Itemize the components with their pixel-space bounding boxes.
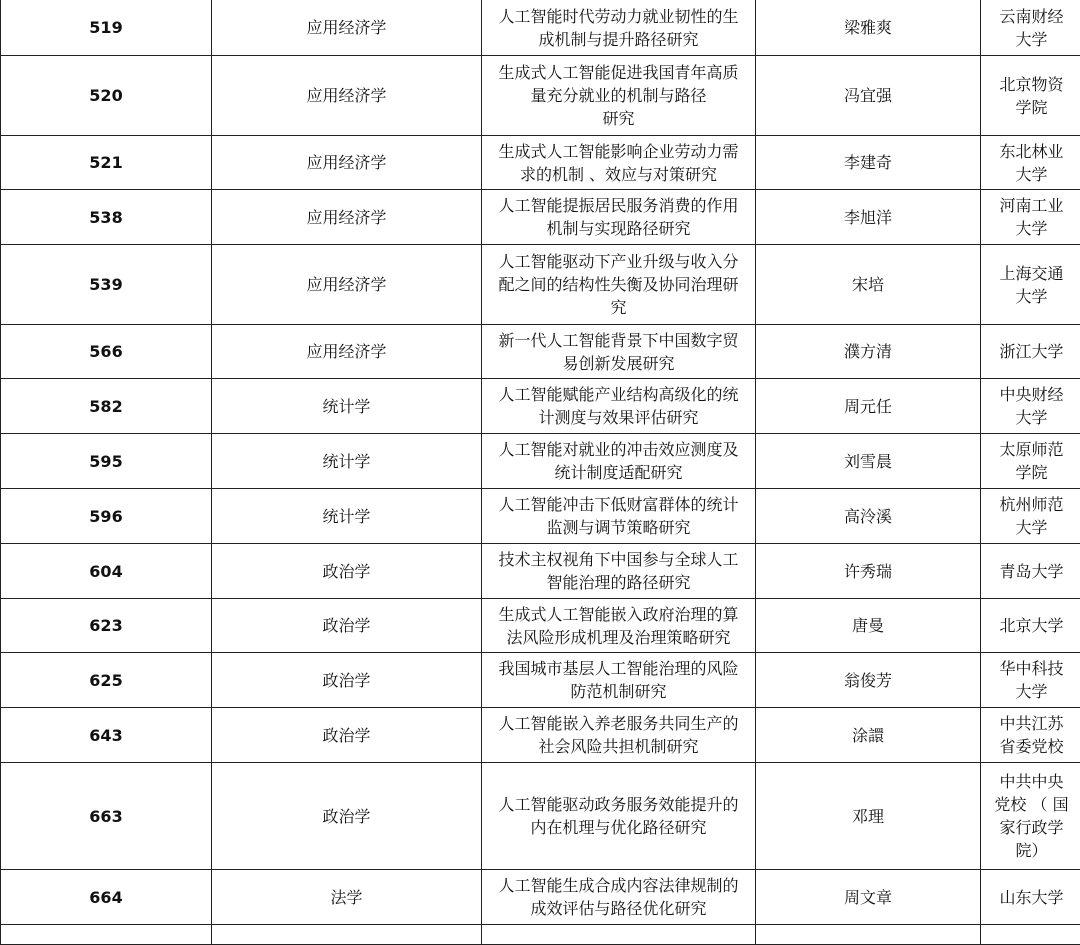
principal-investigator: 宋培 (756, 245, 981, 325)
institution-cell-line: 大学 (987, 406, 1076, 429)
project-number: 595 (1, 434, 212, 489)
project-title (482, 434, 756, 489)
project-title-line: 人工智能生成合成内容法律规制的 (484, 874, 753, 897)
project-title-line: 我国城市基层人工智能治理的风险 (484, 657, 753, 680)
project-title-line: 易创新发展研究 (484, 352, 753, 375)
project-title-line: 机制与实现路径研究 (484, 217, 753, 240)
project-title-line: 生成式人工智能嵌入政府治理的算 (484, 603, 753, 626)
project-title-line: 成机制与提升路径研究 (484, 28, 753, 51)
project-title-line: 人工智能赋能产业结构高级化的统 (484, 383, 753, 406)
institution-cell (981, 190, 1080, 245)
project-title (482, 544, 756, 599)
institution-cell-line: 河南工业 (987, 194, 1076, 217)
discipline-cell: 政治学 (212, 653, 482, 708)
institution-cell-line: 学院 (987, 461, 1076, 484)
institution-cell-line: 学院 (987, 96, 1076, 119)
institution-cell (981, 0, 1080, 56)
discipline-cell: 应用经济学 (212, 190, 482, 245)
table-row (1, 870, 1080, 925)
project-number: 623 (1, 599, 212, 653)
table-row (1, 0, 1080, 56)
discipline-cell: 应用经济学 (212, 0, 482, 56)
project-title-line: 法风险形成机理及治理策略研究 (484, 626, 753, 649)
principal-investigator: 唐曼 (756, 599, 981, 653)
institution-cell (981, 925, 1080, 945)
table-row (1, 136, 1080, 190)
project-title-line: 防范机制研究 (484, 680, 753, 703)
table-row (1, 653, 1080, 708)
project-title (482, 870, 756, 925)
institution-cell (981, 653, 1080, 708)
discipline-cell: 统计学 (212, 434, 482, 489)
discipline-cell: 应用经济学 (212, 325, 482, 379)
institution-cell (981, 489, 1080, 544)
table-row (1, 763, 1080, 870)
project-number: 663 (1, 763, 212, 870)
institution-cell-line: 山东大学 (987, 886, 1076, 909)
institution-cell-line: 大学 (987, 28, 1076, 51)
project-title-line: 量充分就业的机制与路径 (484, 84, 753, 107)
project-number: 596 (1, 489, 212, 544)
discipline-cell: 应用经济学 (212, 245, 482, 325)
table-row (1, 379, 1080, 434)
discipline-cell (212, 925, 482, 945)
project-title-line: 人工智能时代劳动力就业韧性的生 (484, 5, 753, 28)
project-number: 539 (1, 245, 212, 325)
institution-cell-line: 院） (987, 839, 1076, 862)
project-title (482, 136, 756, 190)
institution-cell-line: 大学 (987, 163, 1076, 186)
project-title (482, 245, 756, 325)
discipline-cell: 政治学 (212, 599, 482, 653)
table-row (1, 245, 1080, 325)
project-title (482, 708, 756, 763)
discipline-cell: 政治学 (212, 763, 482, 870)
project-title-line: 监测与调节策略研究 (484, 516, 753, 539)
table-row (1, 925, 1080, 945)
project-title (482, 379, 756, 434)
project-number: 566 (1, 325, 212, 379)
institution-cell-line: 东北林业 (987, 140, 1076, 163)
principal-investigator: 刘雪晨 (756, 434, 981, 489)
institution-cell-line: 大学 (987, 285, 1076, 308)
project-title-line: 人工智能嵌入养老服务共同生产的 (484, 712, 753, 735)
institution-cell (981, 763, 1080, 870)
table-row (1, 708, 1080, 763)
project-title-line: 人工智能冲击下低财富群体的统计 (484, 493, 753, 516)
discipline-cell: 应用经济学 (212, 136, 482, 190)
institution-cell-line: 党校 （ 国 (987, 793, 1076, 816)
institution-cell-line: 中共江苏 (987, 712, 1076, 735)
institution-cell-line: 华中科技 (987, 657, 1076, 680)
project-title-line: 究 (484, 296, 753, 319)
institution-cell (981, 379, 1080, 434)
table-row (1, 190, 1080, 245)
discipline-cell: 政治学 (212, 708, 482, 763)
institution-cell (981, 56, 1080, 136)
discipline-cell: 统计学 (212, 379, 482, 434)
principal-investigator: 梁雅爽 (756, 0, 981, 56)
project-title-line: 内在机理与优化路径研究 (484, 816, 753, 839)
project-title (482, 325, 756, 379)
project-title-line: 生成式人工智能促进我国青年高质 (484, 61, 753, 84)
project-title (482, 489, 756, 544)
institution-cell-line: 杭州师范 (987, 493, 1076, 516)
project-title (482, 925, 756, 945)
project-number: 521 (1, 136, 212, 190)
project-title-line: 人工智能驱动政务服务效能提升的 (484, 793, 753, 816)
project-title-line: 计测度与效果评估研究 (484, 406, 753, 429)
institution-cell-line: 青岛大学 (987, 560, 1076, 583)
institution-cell-line: 云南财经 (987, 5, 1076, 28)
project-title-line: 技术主权视角下中国参与全球人工 (484, 548, 753, 571)
principal-investigator: 许秀瑞 (756, 544, 981, 599)
project-title (482, 56, 756, 136)
table-row (1, 434, 1080, 489)
table-row (1, 489, 1080, 544)
institution-cell-line: 大学 (987, 680, 1076, 703)
project-number: 538 (1, 190, 212, 245)
table-row (1, 544, 1080, 599)
discipline-cell: 政治学 (212, 544, 482, 599)
institution-cell-line: 大学 (987, 217, 1076, 240)
project-title-line: 统计制度适配研究 (484, 461, 753, 484)
table-row (1, 56, 1080, 136)
project-title-line: 社会风险共担机制研究 (484, 735, 753, 758)
institution-cell-line: 家行政学 (987, 816, 1076, 839)
project-title (482, 763, 756, 870)
principal-investigator: 李建奇 (756, 136, 981, 190)
project-title-line: 研究 (484, 107, 753, 130)
discipline-cell: 应用经济学 (212, 56, 482, 136)
principal-investigator: 濮方清 (756, 325, 981, 379)
project-title-line: 生成式人工智能影响企业劳动力需 (484, 140, 753, 163)
institution-cell-line: 北京大学 (987, 614, 1076, 637)
project-title-line: 配之间的结构性失衡及协同治理研 (484, 273, 753, 296)
project-title-line: 人工智能驱动下产业升级与收入分 (484, 250, 753, 273)
project-title (482, 190, 756, 245)
project-title (482, 0, 756, 56)
institution-cell (981, 870, 1080, 925)
institution-cell (981, 325, 1080, 379)
project-title-line: 求的机制 、效应与对策研究 (484, 163, 753, 186)
discipline-cell: 法学 (212, 870, 482, 925)
project-number: 664 (1, 870, 212, 925)
institution-cell-line: 太原师范 (987, 438, 1076, 461)
project-number: 604 (1, 544, 212, 599)
project-number: 519 (1, 0, 212, 56)
project-title (482, 599, 756, 653)
principal-investigator (756, 925, 981, 945)
project-title-line: 人工智能提振居民服务消费的作用 (484, 194, 753, 217)
project-title-line: 智能治理的路径研究 (484, 571, 753, 594)
institution-cell-line: 浙江大学 (987, 340, 1076, 363)
project-title (482, 653, 756, 708)
principal-investigator: 翁俊芳 (756, 653, 981, 708)
institution-cell-line: 上海交通 (987, 262, 1076, 285)
principal-investigator: 周文章 (756, 870, 981, 925)
institution-cell-line: 大学 (987, 516, 1076, 539)
institution-cell-line: 省委党校 (987, 735, 1076, 758)
table-row (1, 325, 1080, 379)
discipline-cell: 统计学 (212, 489, 482, 544)
principal-investigator: 周元任 (756, 379, 981, 434)
institution-cell (981, 708, 1080, 763)
institution-cell (981, 544, 1080, 599)
institution-cell (981, 245, 1080, 325)
institution-cell-line: 中央财经 (987, 383, 1076, 406)
project-title-line: 新一代人工智能背景下中国数字贸 (484, 329, 753, 352)
table-row (1, 599, 1080, 653)
project-title-line: 人工智能对就业的冲击效应测度及 (484, 438, 753, 461)
principal-investigator: 涂譞 (756, 708, 981, 763)
project-number (1, 925, 212, 945)
project-number: 643 (1, 708, 212, 763)
principal-investigator: 邓理 (756, 763, 981, 870)
institution-cell-line: 中共中央 (987, 770, 1076, 793)
institution-cell (981, 434, 1080, 489)
project-title-line: 成效评估与路径优化研究 (484, 897, 753, 920)
principal-investigator: 高泠溪 (756, 489, 981, 544)
principal-investigator: 冯宜强 (756, 56, 981, 136)
institution-cell (981, 136, 1080, 190)
project-number: 520 (1, 56, 212, 136)
project-number: 582 (1, 379, 212, 434)
principal-investigator: 李旭洋 (756, 190, 981, 245)
institution-cell (981, 599, 1080, 653)
project-table-body (1, 0, 1080, 945)
project-number: 625 (1, 653, 212, 708)
institution-cell-line: 北京物资 (987, 73, 1076, 96)
